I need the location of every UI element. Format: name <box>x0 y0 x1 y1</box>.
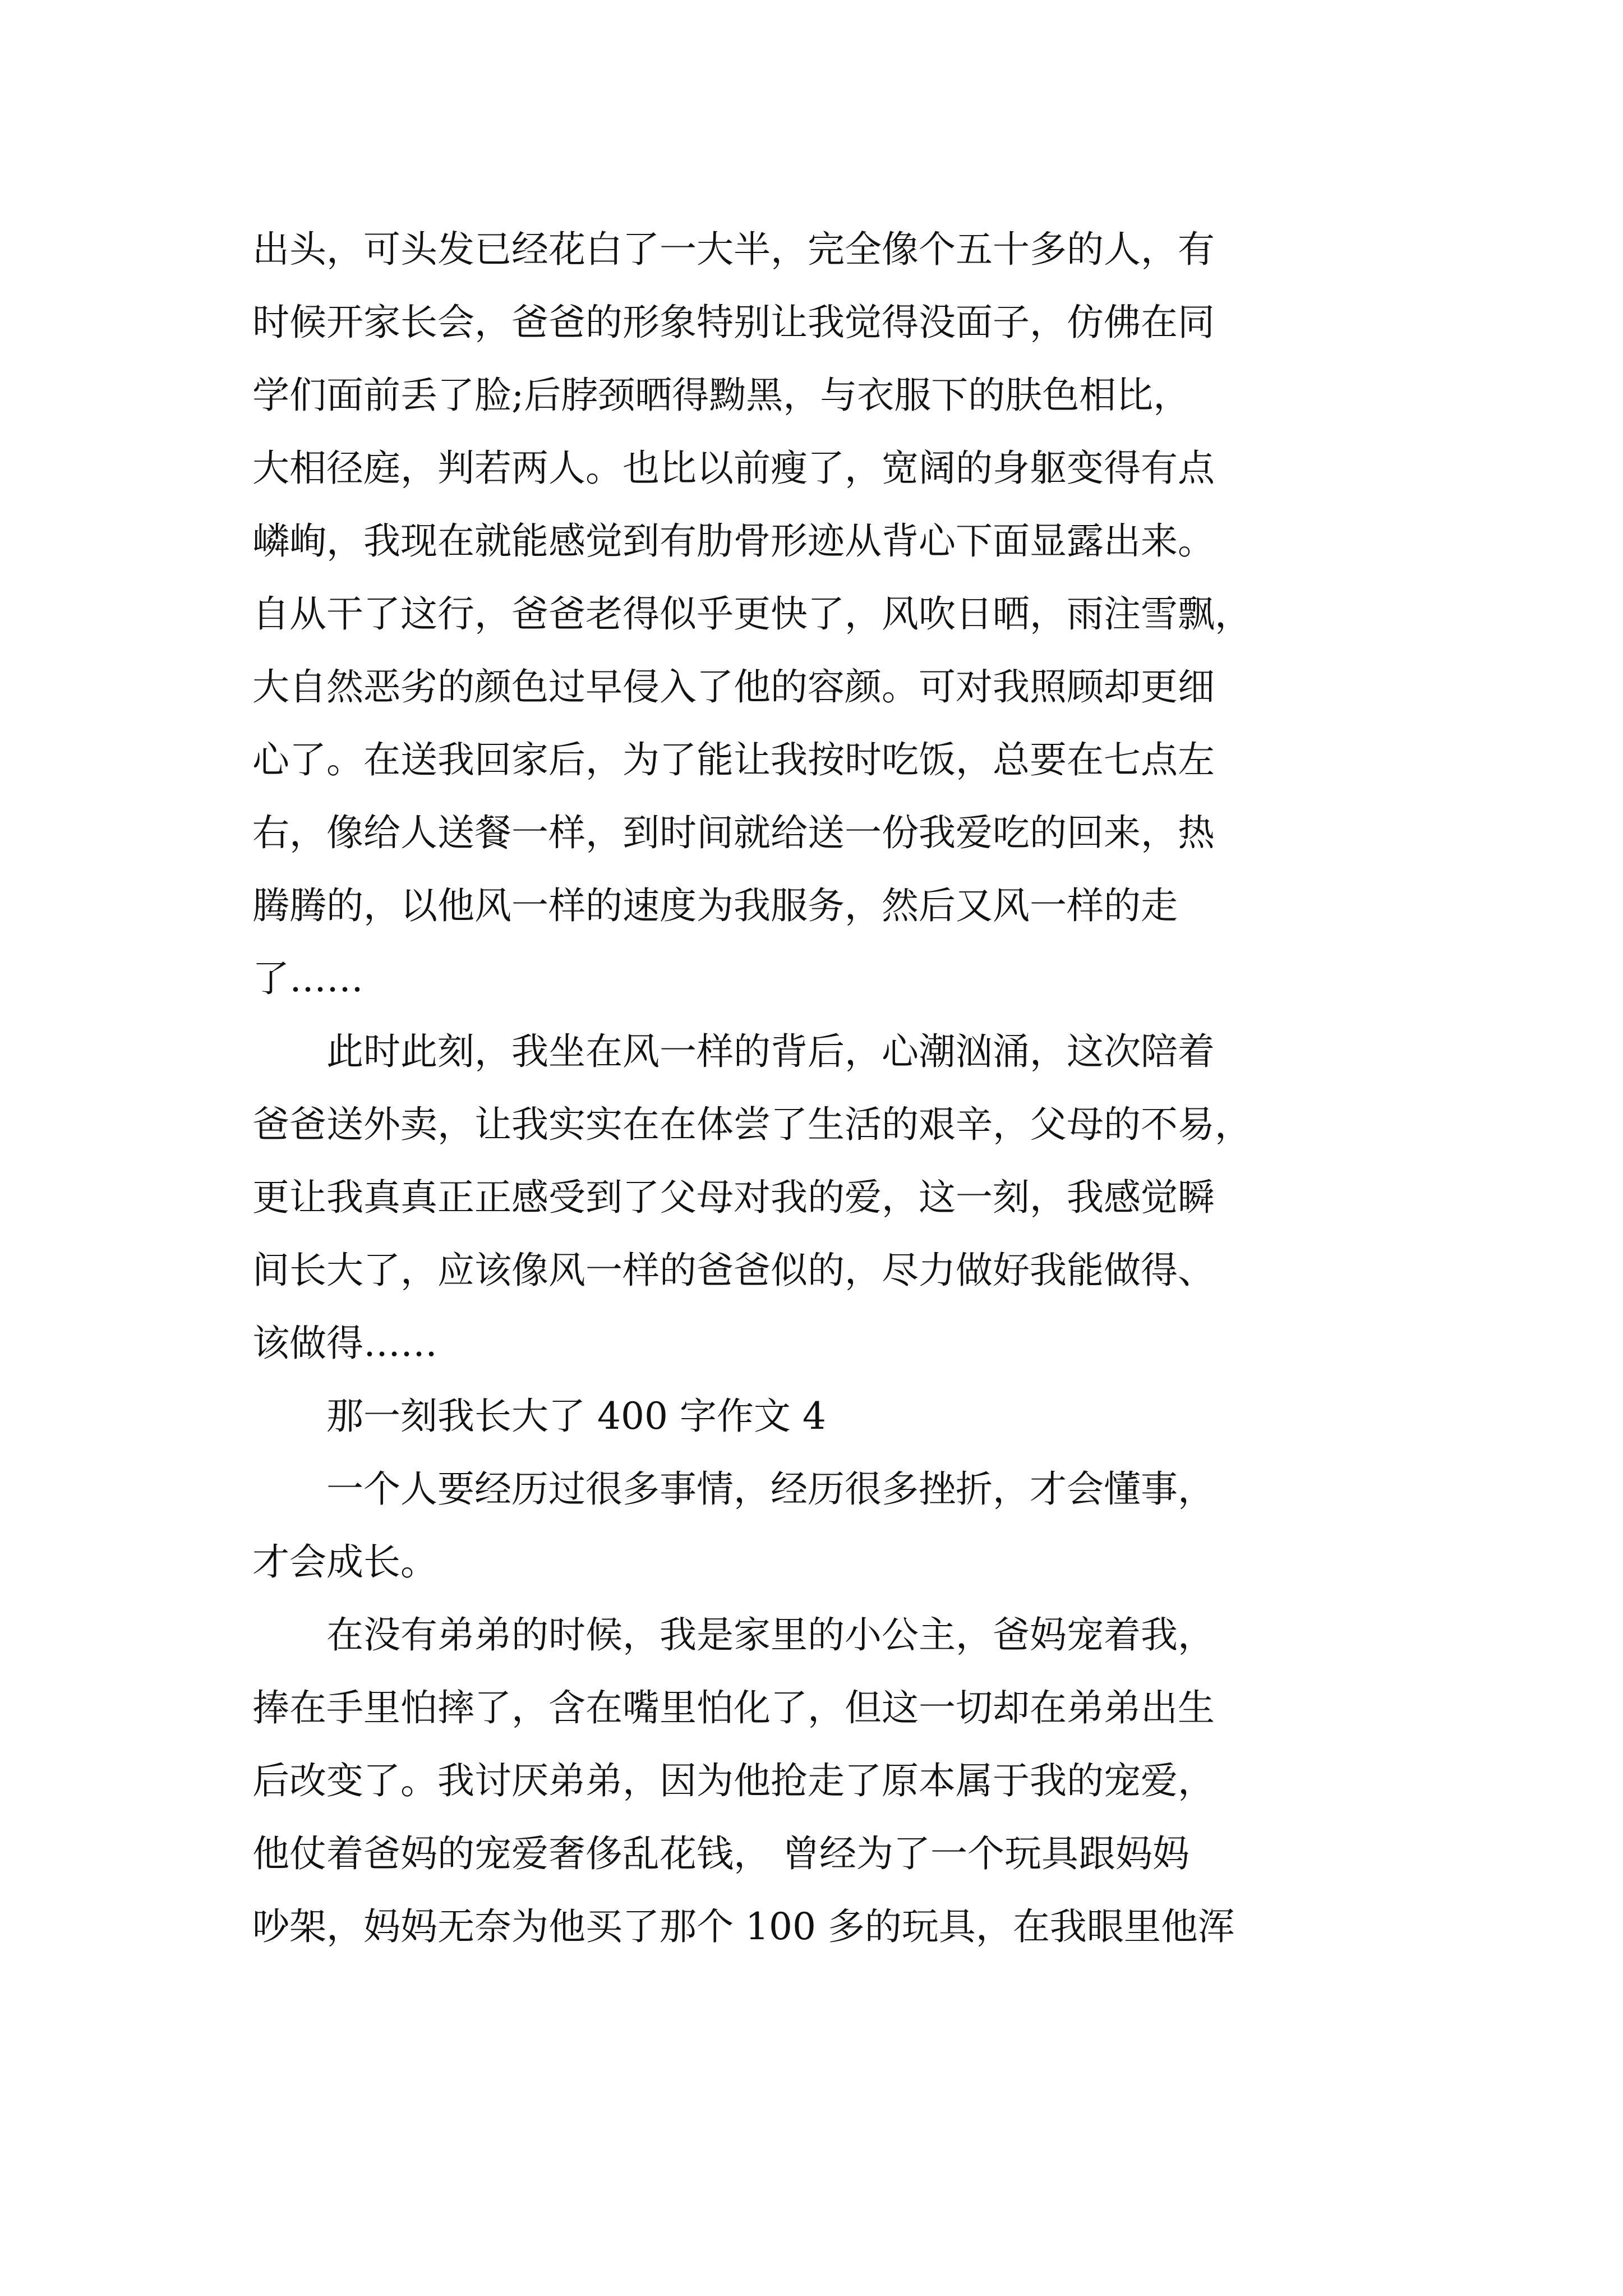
section-heading: 那一刻我长大了 400 字作文 4 <box>326 1395 826 1438</box>
text-line: 该做得…… <box>252 1322 437 1365</box>
text-line: 右，像给人送餐一样，到时间就给送一份我爱吃的回来，热 <box>252 811 1215 854</box>
text-line: 大相径庭，判若两人。也比以前瘦了，宽阔的身躯变得有点 <box>252 447 1215 490</box>
text-line: 了…… <box>252 957 363 1000</box>
text-line: 更让我真真正正感受到了父母对我的爱，这一刻，我感觉瞬 <box>252 1176 1215 1219</box>
text-line: 自从干了这行，爸爸老得似乎更快了，风吹日晒，雨注雪飘， <box>252 592 1252 636</box>
text-line: 才会成长。 <box>252 1540 437 1584</box>
paragraph-start-line: 一个人要经历过很多事情，经历很多挫折，才会懂事， <box>326 1467 1215 1511</box>
text-line: 嶙峋，我现在就能感觉到有肋骨形迹从背心下面显露出来。 <box>252 519 1215 563</box>
text-line: 时候开家长会，爸爸的形象特别让我觉得没面子，仿佛在同 <box>252 301 1215 344</box>
body-text <box>252 213 1380 1963</box>
paragraph-start-line: 在没有弟弟的时候，我是家里的小公主，爸妈宠着我， <box>326 1613 1215 1657</box>
text-line: 爸爸送外卖，让我实实在在体尝了生活的艰辛，父母的不易， <box>252 1103 1252 1146</box>
text-line: 大自然恶劣的颜色过早侵入了他的容颜。可对我照顾却更细 <box>252 665 1215 708</box>
text-line: 间长大了，应该像风一样的爸爸似的，尽力做好我能做得、 <box>252 1249 1215 1292</box>
text-line: 出头，可头发已经花白了一大半，完全像个五十多的人，有 <box>252 228 1215 271</box>
paragraph-start-line: 此时此刻，我坐在风一样的背后，心潮汹涌，这次陪着 <box>326 1030 1215 1073</box>
text-line: 学们面前丢了脸;后脖颈晒得黝黑，与衣服下的肤色相比， <box>252 374 1191 417</box>
text-line: 腾腾的，以他风一样的速度为我服务，然后又风一样的走 <box>252 884 1178 927</box>
text-line: 吵架，妈妈无奈为他买了那个 100 多的玩具，在我眼里他浑 <box>252 1905 1235 1948</box>
text-line: 他仗着爸妈的宠爱奢侈乱花钱， 曾经为了一个玩具跟妈妈 <box>252 1832 1189 1875</box>
text-line: 心了。在送我回家后，为了能让我按时吃饭，总要在七点左 <box>252 738 1215 781</box>
text-line: 后改变了。我讨厌弟弟，因为他抢走了原本属于我的宠爱， <box>252 1759 1215 1802</box>
text-line: 捧在手里怕摔了，含在嘴里怕化了，但这一切却在弟弟出生 <box>252 1686 1215 1729</box>
